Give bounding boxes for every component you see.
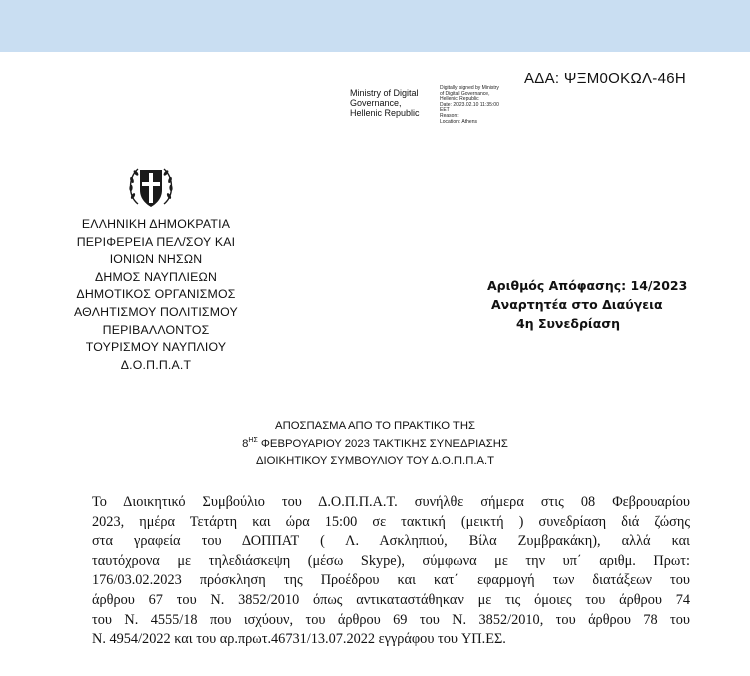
authority-line: ΤΟΥΡΙΣΜΟΥ ΝΑΥΠΛΙΟΥ <box>85 340 227 355</box>
authority-line: ΔΗΜΟΤΙΚΟΣ ΟΡΓΑΝΙΣΜΟΣ <box>76 287 236 302</box>
extract-line: ΔΙΟΙΚΗΤΙΚΟΥ ΣΥΜΒΟΥΛΙΟΥ ΤΟΥ Δ.Ο.Π.Π.Α.Τ <box>255 455 495 467</box>
body-line: 176/03.02.2023 πρόσκληση της Προέδρου και κατ΄ εφαρμογή των διατάξεων του <box>92 572 690 589</box>
signature-signer <box>350 88 420 118</box>
body-line: άρθρου 67 του Ν. 3852/2010 όπως αντικαταστάθηκαν με τις όμοιες του άρθρου 74 <box>92 591 690 608</box>
authority-line: ΕΛΛΗΝΙΚΗ ΔΗΜΟΚΡΑΤΙΑ <box>81 217 231 231</box>
diavgeia-note: Αναρτητέα στο Διαύγεια <box>491 297 663 312</box>
body-line: του Ν. 4555/18 που ισχύουν, του άρθρου 69 του Ν. 3852/2010, του άρθρου 78 του <box>92 611 690 628</box>
body-line: Το Διοικητικό Συμβούλιο του Δ.Ο.Π.Π.Α.Τ. συνήλθε σήμερα στις 08 Φεβρουαρίου <box>92 494 690 510</box>
signature-signer-line: Governance, <box>350 98 402 108</box>
signature-detail-line: Location: Athens <box>440 118 477 125</box>
decision-number: Αριθμός Απόφασης: 14/2023 <box>487 278 688 293</box>
authority-line: Δ.Ο.Π.Π.Α.Τ <box>120 357 192 372</box>
signature-detail-line: EET <box>440 107 450 114</box>
signature-detail-line: Reason: <box>440 112 459 119</box>
signature-detail-line: of Digital Governance, <box>440 90 490 97</box>
signature-detail-line: Hellenic Republic <box>440 96 479 103</box>
body-line: ταυτόχρονα με τηλεδιάσκεψη (μέσω Skype), σύμφωνα με την υπ΄ αριθμ. Πρωτ: <box>92 552 690 569</box>
signature-detail-line: Digitally signed by Ministry <box>440 85 499 91</box>
signature-detail-line: Date: 2023.02.10 11:35:00 <box>440 101 499 108</box>
authority-line: ΙΟΝΙΩΝ ΝΗΣΩΝ <box>109 252 203 267</box>
body-line: στα γραφεία του ΔΟΠΠΑΤ ( Λ. Ασκληπιού, Βίλα Ζυμβρακάκη), αλλά και <box>92 533 690 550</box>
authority-line: ΠΕΡΙΒΑΛΛΟΝΤΟΣ <box>102 322 210 337</box>
coat-of-arms-icon <box>124 160 178 214</box>
authority-line: ΠΕΡΙΦΕΡΕΙΑ ΠΕΛ/ΣΟΥ ΚΑΙ <box>76 234 236 249</box>
top-banner <box>0 0 750 52</box>
body-line: Ν. 4954/2022 και του αρ.πρωτ.46731/13.07.2022 εγγράφου του ΥΠ.ΕΣ. <box>92 631 506 648</box>
decision-info <box>487 276 687 333</box>
extract-line: ΑΠΟΣΠΑΣΜΑ ΑΠΟ ΤΟ ΠΡΑΚΤΙΚΟ ΤΗΣ <box>275 420 475 432</box>
signature-signer-line: Ministry of Digital <box>350 88 419 98</box>
extract-day: 8 <box>242 437 249 450</box>
issuing-authority <box>58 216 254 374</box>
signature-signer-line: Hellenic Republic <box>350 108 420 118</box>
session-number: 4η Συνεδρίαση <box>516 316 621 331</box>
extract-heading <box>200 418 550 471</box>
body-paragraph <box>92 493 690 650</box>
authority-line: ΔΗΜΟΣ ΝΑΥΠΛΙΕΩΝ <box>94 269 218 284</box>
extract-line <box>200 436 550 454</box>
extract-date-rest: ΦΕΒΡΟΥΑΡΙΟΥ 2023 ΤΑΚΤΙΚΗΣ ΣΥΝΕΔΡΙΑΣΗΣ <box>257 437 508 450</box>
authority-line: ΑΘΛΗΤΙΣΜΟΥ ΠΟΛΙΤΙΣΜΟΥ <box>74 304 238 319</box>
body-line: 2023, ημέρα Τετάρτη και ώρα 15:00 σε τακτική (μεικτή ) συνεδρίαση διά ζώσης <box>92 513 690 530</box>
extract-day-suffix: ΗΣ <box>248 436 258 444</box>
signature-details <box>440 86 499 125</box>
ada-code: ΑΔΑ: ΨΞΜ0ΟΚΩΛ-46Η <box>524 70 686 87</box>
